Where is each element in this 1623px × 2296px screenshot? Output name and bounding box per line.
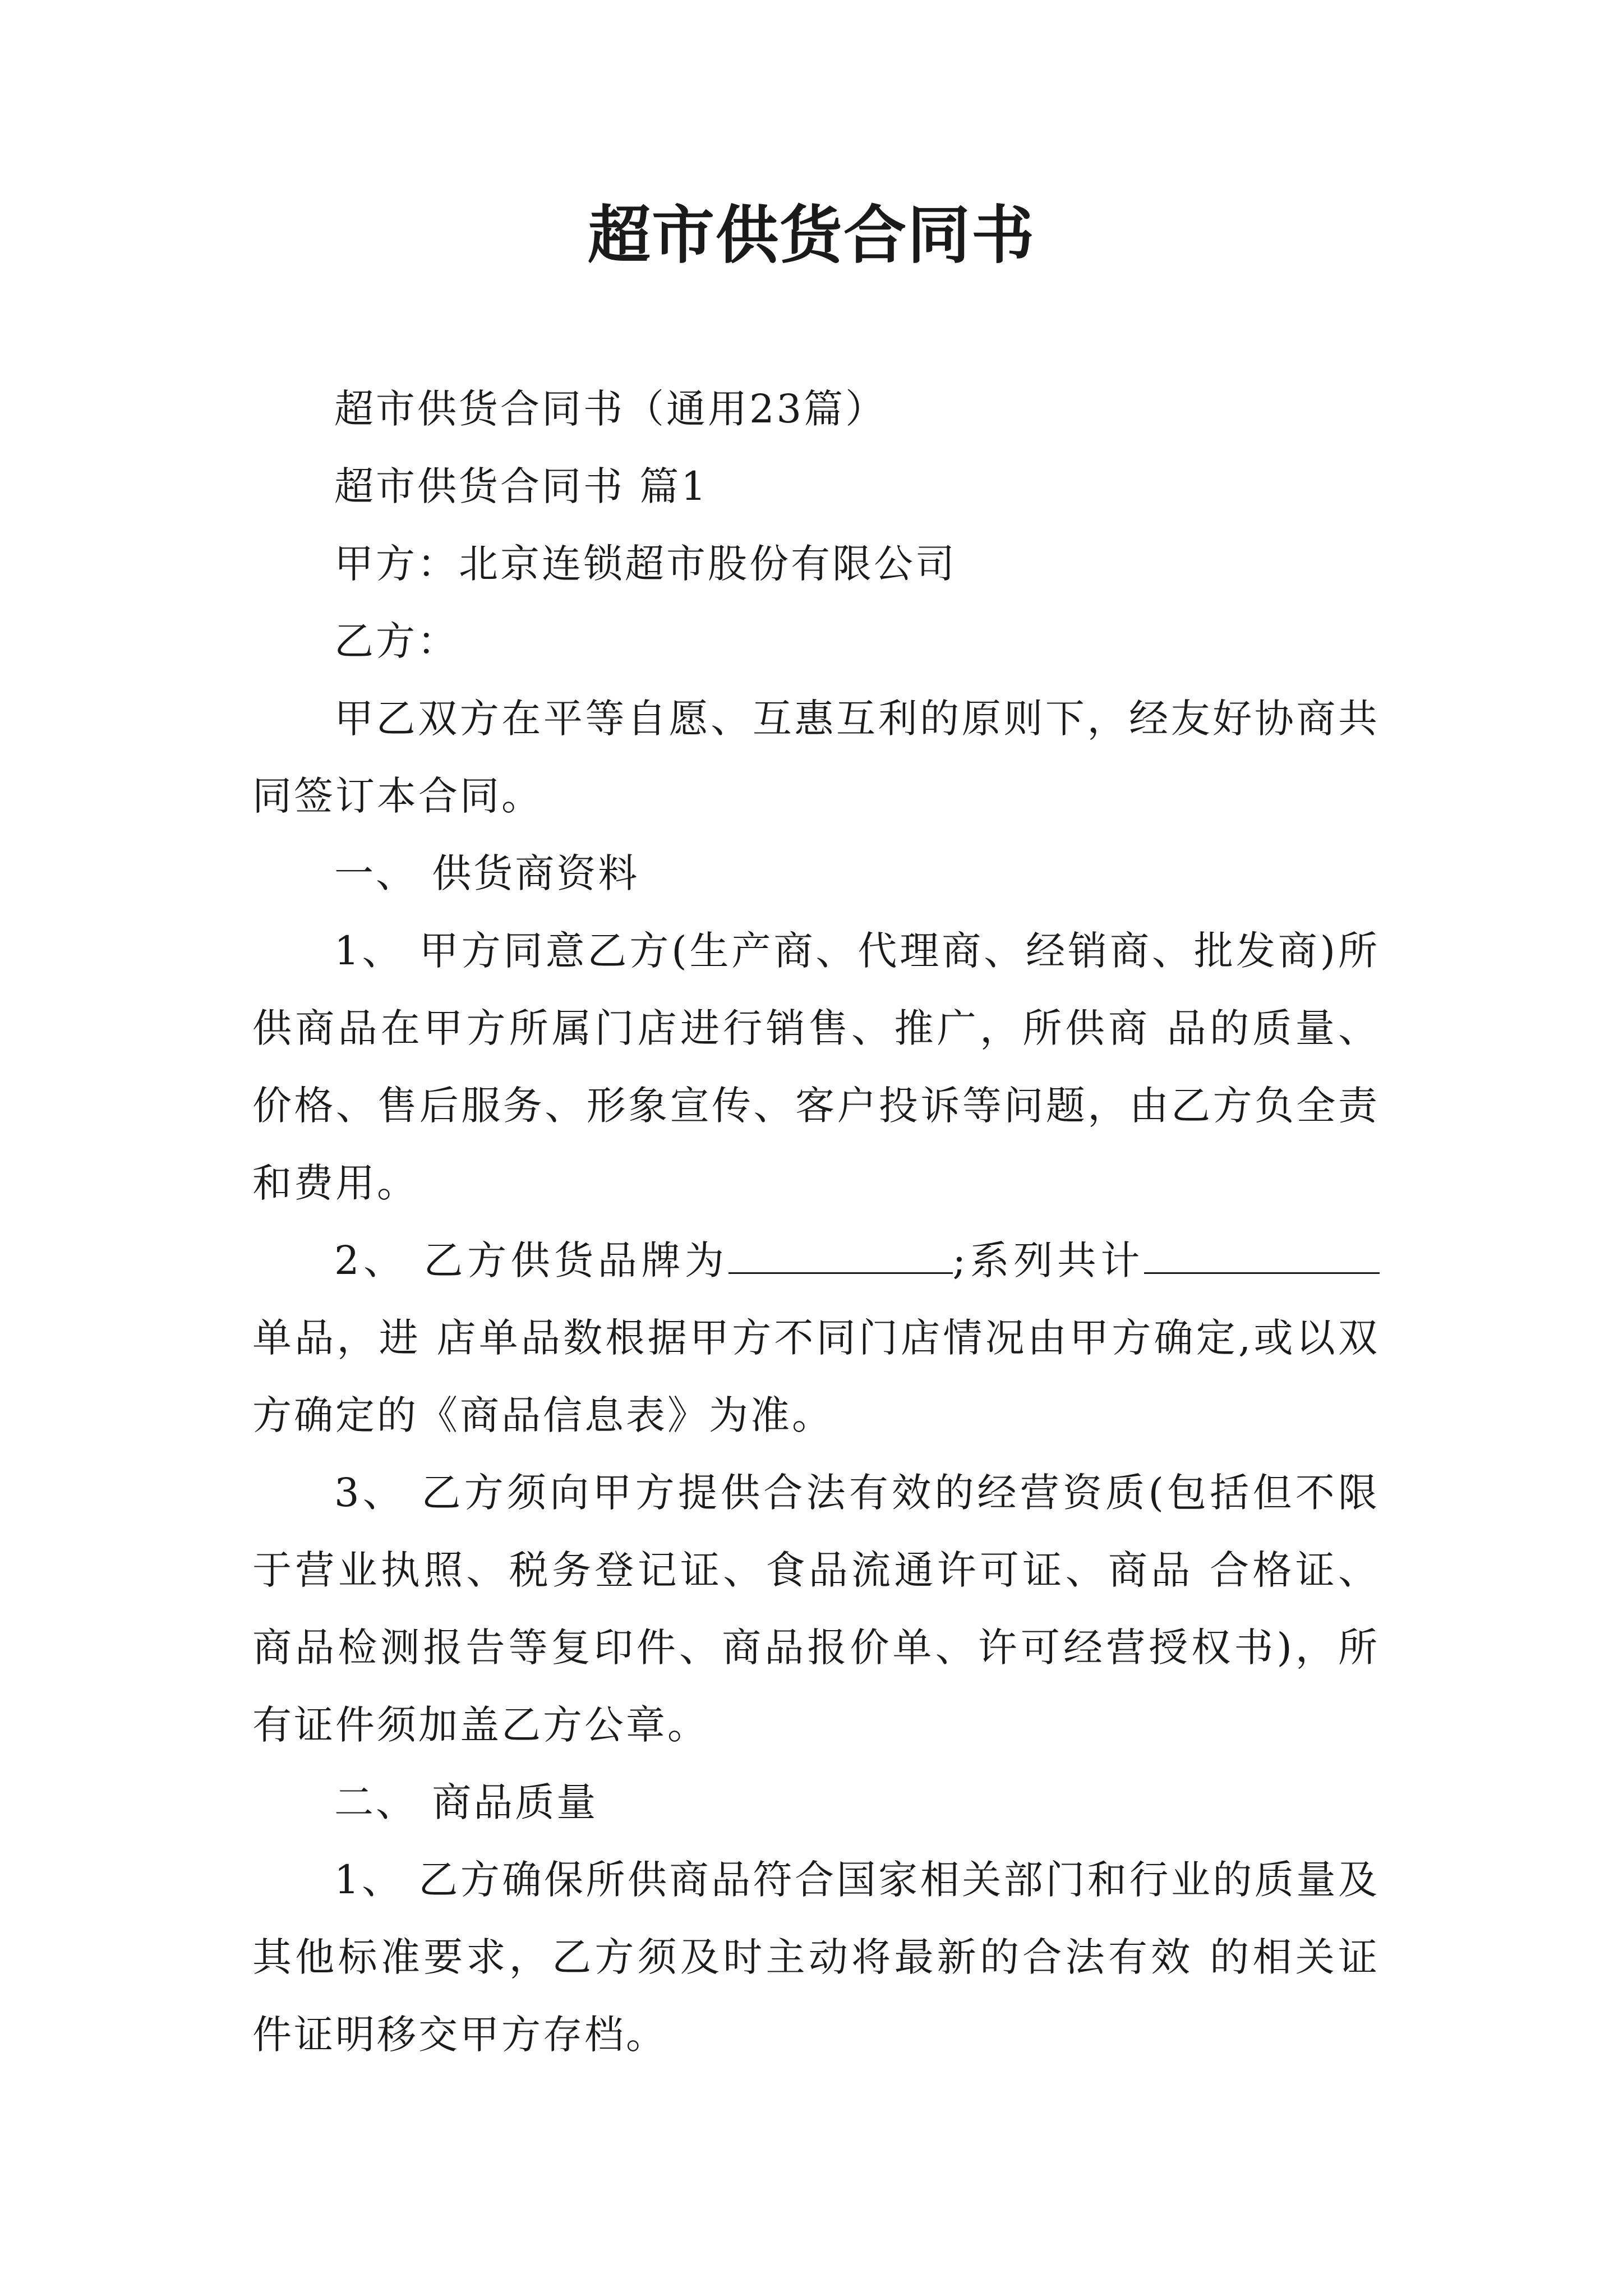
document-body [252,370,1380,2073]
paragraph-clause-1-3: 3、 乙方须向甲方提供合法有效的经营资质(包括但不限于营业执照、税务登记证、食品流通许可证、商品 合格证、商品检测报告等复印件、商品报价单、许可经营授权书)，所有证件须加盖乙方公章。 [252,1470,1380,1748]
paragraph-heading-supplier-info: 一、 供货商资料 [334,850,640,896]
paragraph-preamble: 甲乙双方在平等自愿、互惠互利的原则下，经友好协商共同签订本合同。 [252,696,1380,819]
paragraph-heading-product-quality: 二、 商品质量 [334,1779,598,1825]
brand-blank-field [728,1239,953,1274]
clause-1-2-part-c: 单品，进 店单品数根据甲方不同门店情况由甲方确定,或以双方确定的《商品信息表》为准。 [252,1315,1380,1438]
paragraph-clause-1-2 [252,1222,1380,1454]
paragraph-section-heading: 超市供货合同书 篇1 [334,463,708,509]
series-count-blank-field [1144,1239,1380,1274]
paragraph-clause-2-1: 1、 乙方确保所供商品符合国家相关部门和行业的质量及其他标准要求，乙方须及时主动将最新的合法有效 的相关证件证明移交甲方存档。 [252,1857,1380,2058]
paragraph-subtitle: 超市供货合同书（通用23篇） [334,386,887,432]
clause-1-2-part-a: 2、 乙方供货品牌为 [334,1237,728,1283]
paragraph-clause-1-1: 1、 甲方同意乙方(生产商、代理商、经销商、批发商)所供商品在甲方所属门店进行销售、推广，所供商 品的质量、价格、售后服务、形象宣传、客户投诉等问题，由乙方负全责和费用。 [252,928,1380,1206]
paragraph-party-b: 乙方： [334,618,459,664]
clause-1-2-part-b: ;系列共计 [952,1237,1144,1283]
paragraph-party-a: 甲方：北京连锁超市股份有限公司 [334,541,957,587]
page-title: 超市供货合同书 [588,199,1035,272]
